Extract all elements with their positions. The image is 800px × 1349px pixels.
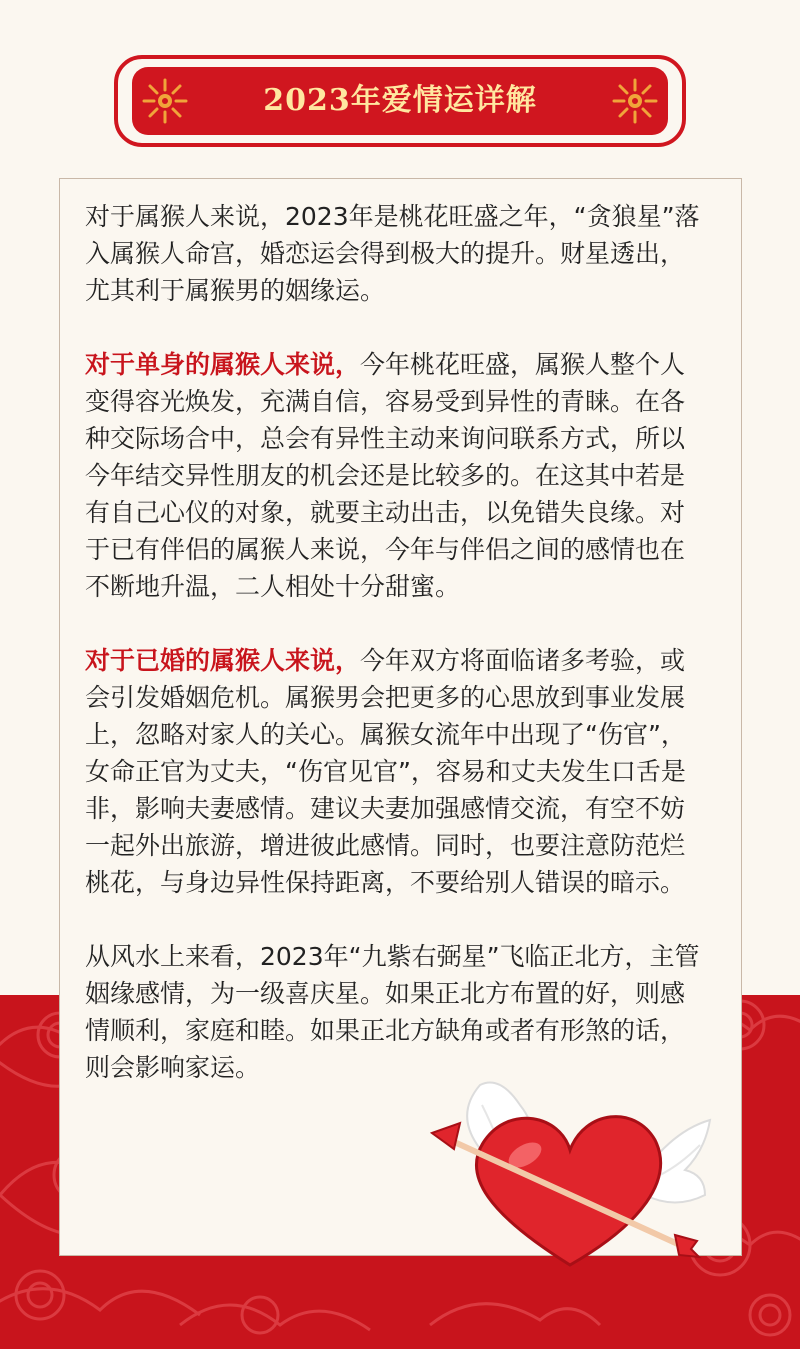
- paragraph-text: 今年桃花旺盛，属猴人整个人变得容光焕发，充满自信，容易受到异性的青睐。在各种交际场合中，总会有异性主动来询问联系方式，所以今年结交异性朋友的机会还是比较多的。在这其中若是有自己心仪的对象，就要主动出击，以免错失良缘。对于已有伴侣的属猴人来说，今年与伴侣之间的感情也在不断地升温，二人相处十分甜蜜。: [85, 350, 686, 601]
- page-title: 2023年爱情运详解: [263, 83, 537, 118]
- paragraph-single: [85, 346, 705, 605]
- article-body: [85, 198, 705, 1123]
- paragraph-lead-highlight: 对于单身的属猴人来说，: [85, 350, 361, 379]
- paragraph-text: 今年双方将面临诸多考验，或会引发婚姻危机。属猴男会把更多的心思放到事业发展上，忽略对家人的关心。属猴女流年中出现了“伤官”，女命正官为丈夫，“伤官见官”，容易和丈夫发生口舌是非，影响夫妻感情。建议夫妻加强感情交流，有空不妨一起外出旅游，增进彼此感情。同时，也要注意防范烂桃花，与身边异性保持距离，不要给别人错误的暗示。: [85, 646, 686, 897]
- paragraph-text: 从风水上来看，2023年“九紫右弼星”飞临正北方，主管姻缘感情，为一级喜庆星。如果正北方布置的好，则感情顺利，家庭和睦。如果正北方缺角或者有形煞的话，则会影响家运。: [85, 942, 700, 1082]
- paragraph-text: 对于属猴人来说，2023年是桃花旺盛之年，“贪狼星”落入属猴人命宫，婚恋运会得到极大的提升。财星透出，尤其利于属猴男的姻缘运。: [85, 202, 700, 305]
- paragraph-fengshui: [85, 938, 705, 1086]
- paragraph-married: [85, 642, 705, 901]
- winged-heart-icon: [420, 1075, 720, 1275]
- paragraph-lead-highlight: 对于已婚的属猴人来说，: [85, 646, 361, 675]
- paragraph-intro: [85, 198, 705, 309]
